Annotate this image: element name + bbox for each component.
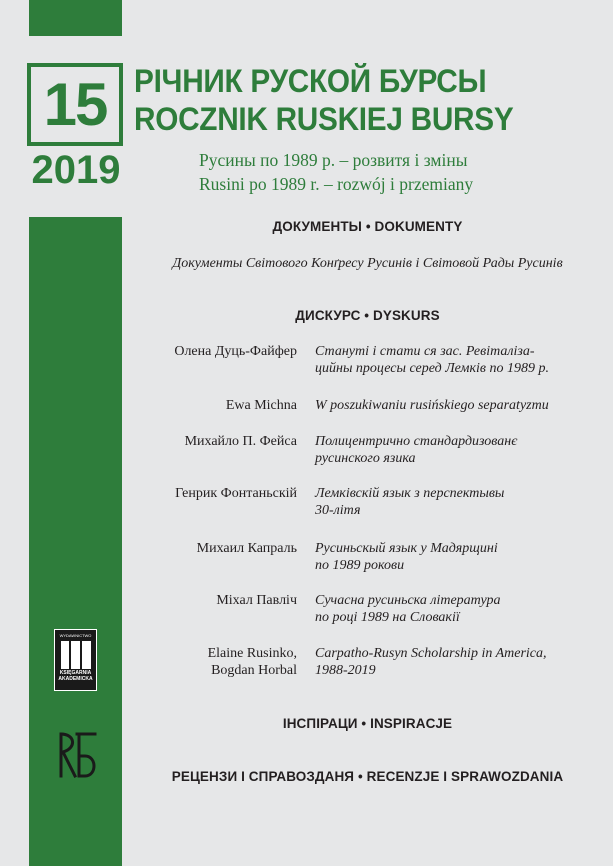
article-title: [315, 540, 498, 574]
rb-monogram-icon: [55, 730, 99, 780]
subtitle-rusyn: Русины по 1989 р. – розвитя і зміны: [199, 150, 468, 170]
article-title-line: 1988-2019: [315, 663, 376, 678]
article-title: [315, 645, 547, 679]
article-title: [315, 397, 549, 414]
article-title-line: Русиньскый язык у Мадярщині: [315, 541, 498, 556]
section-reviews-heading: РЕЦЕНЗИ І СПРАВОЗДАНЯ • RECENZJE I SPRAWOZDANIA: [171, 769, 564, 784]
article-author: [174, 343, 297, 360]
article-author-line: Ewa Michna: [225, 398, 297, 413]
issue-number: 15: [43, 70, 107, 138]
article-author: [197, 540, 297, 557]
publisher-logo-name: KSIĘGARNIA AKADEMICKA: [58, 670, 93, 682]
journal-title-rusyn: РІЧНИК РУСКОЙ БУРСЫ: [134, 63, 487, 99]
article-author: [208, 645, 297, 679]
article-title-line: Полицентрично стандардизованє: [315, 434, 518, 449]
article-title-line: русинского язика: [315, 451, 416, 466]
article-author: [216, 592, 297, 609]
article-title-line: Carpatho-Rusyn Scholarship in America,: [315, 646, 547, 661]
article-title-line: Сучасна русиньска література: [315, 593, 501, 608]
publisher-logo: [54, 629, 97, 691]
article-author-line: Генрик Фонтаньскій: [175, 486, 297, 501]
article-author: [175, 485, 297, 502]
article-title-line: 30-літя: [315, 503, 361, 518]
article-title: [315, 343, 549, 377]
article-title-line: Стануті і стати ся зас. Ревіталіза-: [315, 344, 535, 359]
article-author-line: Михайло П. Фейса: [184, 434, 297, 449]
article-author-line: Михаил Капраль: [196, 541, 297, 556]
section-discourse-heading: ДИСКУРС • DYSKURS: [295, 308, 440, 323]
article-title-line: по році 1989 на Словакії: [315, 610, 460, 625]
documents-entry: Документы Світового Конґресу Русинів і Світовой Рады Русинів: [172, 256, 563, 271]
article-author-line: Олена Дуць-Файфер: [174, 344, 297, 359]
issue-number-box: [27, 63, 123, 146]
article-title-line: Лемківскій язык з перспектывы: [315, 486, 505, 501]
publisher-columns-icon: [61, 641, 91, 669]
article-author-line: Elaine Rusinko,: [207, 646, 297, 661]
article-title-line: цийны процесы серед Лемків по 1989 р.: [315, 361, 549, 376]
section-documents-heading: ДОКУМЕНТЫ • DOKUMENTY: [272, 219, 463, 234]
section-inspirations-heading: ІНСПІРАЦИ • INSPIRACJE: [282, 716, 453, 731]
article-title-line: W poszukiwaniu rusińskiego separatyzmu: [315, 398, 549, 413]
article-title: [315, 433, 517, 467]
article-title: [315, 592, 500, 626]
subtitle-polish: Rusini po 1989 r. – rozwój i przemiany: [199, 174, 474, 194]
article-author-line: Міхал Павліч: [216, 593, 297, 608]
article-author-line: Bogdan Horbal: [211, 663, 297, 678]
article-author: [185, 433, 297, 450]
top-green-band: [29, 0, 122, 36]
issue-year: 2019: [31, 148, 121, 192]
article-author: [226, 397, 297, 414]
journal-title-polish: ROCZNIK RUSKIEJ BURSY: [134, 101, 514, 137]
publisher-logo-top-text: WYDAWNICTWO: [59, 633, 92, 638]
article-title-line: по 1989 рокови: [315, 558, 405, 573]
article-title: [315, 485, 504, 519]
